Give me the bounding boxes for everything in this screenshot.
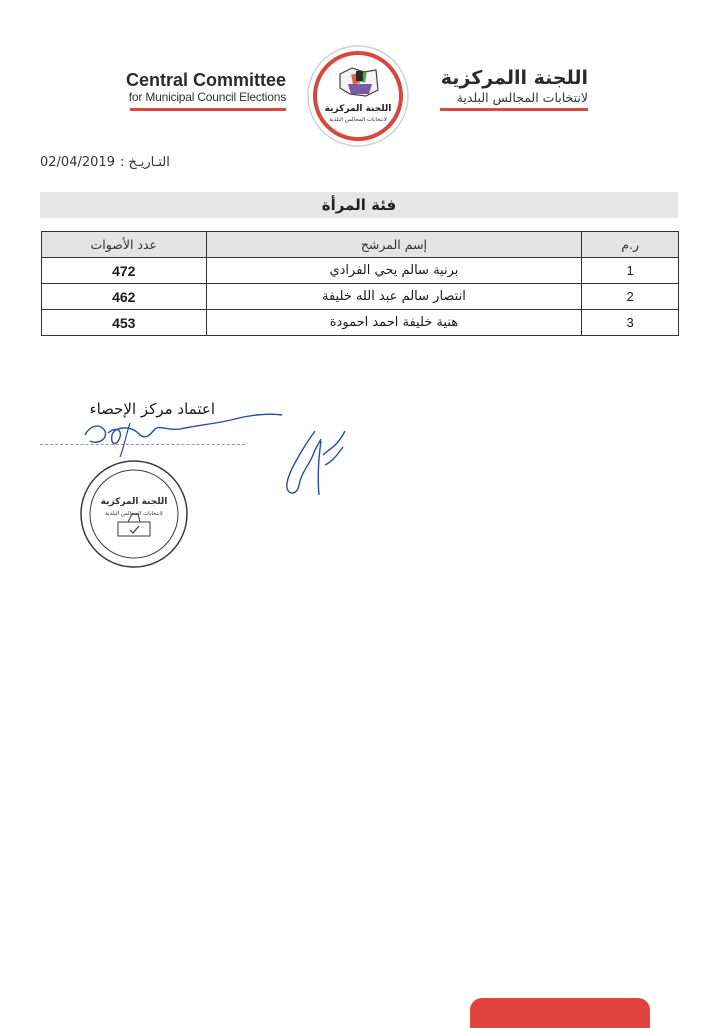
approval-label: اعتماد مركز الإحصاء [89, 400, 215, 418]
arabic-title-rule [440, 108, 588, 111]
arabic-committee-subtitle: لانتخابات المجالس البلدية [456, 90, 588, 105]
official-stamp [78, 458, 190, 570]
row-rank: 1 [582, 258, 679, 284]
signature-scribble-2 [275, 425, 360, 510]
arabic-committee-title: اللجنة االمركزية [440, 67, 588, 89]
row-candidate-name: انتصار سالم عبد الله خليفة [206, 284, 582, 310]
logo-text-line1: اللجنة المركزية [324, 104, 392, 114]
row-candidate-name: برنية سالم يحي الفرادي [206, 258, 582, 284]
date-value: 02/04/2019 [40, 155, 115, 170]
date-label: التـاريـخ : [120, 155, 170, 170]
table-row [42, 310, 679, 336]
date-row [40, 155, 190, 173]
results-table [41, 231, 679, 336]
category-title: فئة المرأة [40, 192, 678, 218]
row-votes: 462 [42, 284, 207, 310]
english-committee-title: Central Committee [125, 70, 286, 90]
row-votes: 453 [42, 310, 207, 336]
header-candidate-name: إسم المرشح [206, 232, 582, 258]
stamp-text-line2: لانتخابات المجالس البلدية [105, 511, 163, 517]
signature-scribble-1 [60, 405, 290, 460]
footer-accent-bar [470, 998, 650, 1028]
row-votes: 472 [42, 258, 207, 284]
table-row [42, 284, 679, 310]
header-votes: عدد الأصوات [42, 232, 207, 258]
english-title-rule [130, 108, 286, 111]
table-header-row [42, 232, 679, 258]
row-rank: 3 [582, 310, 679, 336]
row-rank: 2 [582, 284, 679, 310]
stamp-text-line1: اللجنة المركزية [100, 497, 168, 507]
english-committee-subtitle: for Municipal Council Elections [128, 90, 286, 104]
row-candidate-name: هنية خليفة احمد احمودة [206, 310, 582, 336]
table-row [42, 258, 679, 284]
committee-logo [306, 44, 410, 148]
header-rank: ر.م [582, 232, 679, 258]
logo-text-line2: لانتخابات المجالس البلدية [329, 117, 387, 123]
